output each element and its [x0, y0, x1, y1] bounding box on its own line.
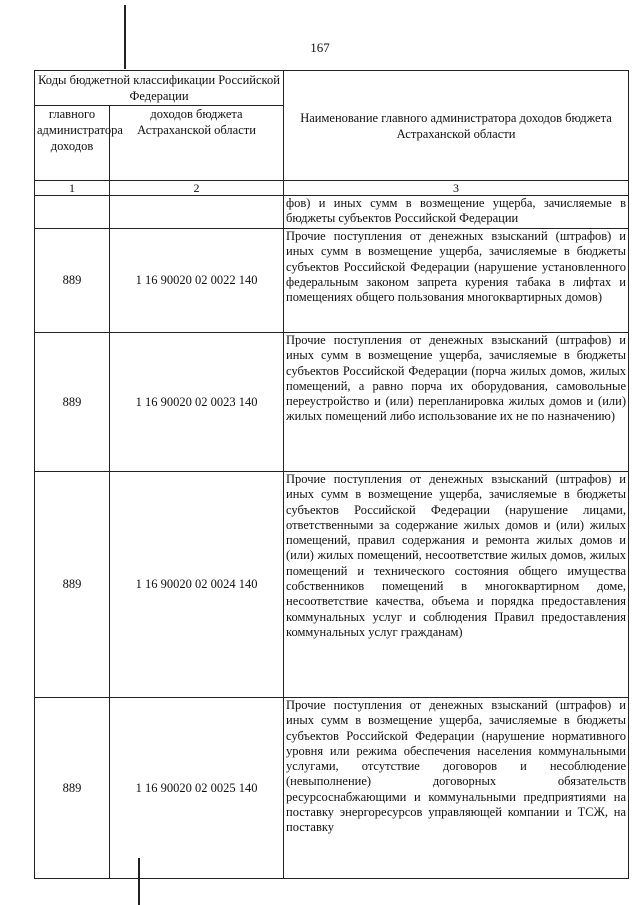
table-row — [35, 698, 629, 879]
continuation-code-cell — [110, 196, 284, 229]
revenue-code-cell: 1 16 90020 02 0023 140 — [110, 333, 284, 472]
continuation-admin-cell — [35, 196, 110, 229]
column-number-2: 2 — [110, 181, 284, 196]
continuation-row — [35, 196, 629, 229]
codes-group-header: Коды бюджетной классификации Российской Федерации — [35, 71, 284, 106]
revenue-name-cell: Прочие поступления от денежных взысканий (штрафов) и иных сумм в возмещение ущерба, зачисляемые в бюджеты субъектов Российской Федерации (порча жилых домов, жилых помещений, а равно порча их оборудования, самовольные переустройство и (или) перепланировка жилых домов и (или) жилых помещений либо использование их не по назначению) — [284, 333, 629, 472]
admin-code-cell: 889 — [35, 472, 110, 698]
table-row — [35, 229, 629, 333]
admin-code-cell: 889 — [35, 698, 110, 879]
name-column-header: Наименование главного администратора доходов бюджета Астраханской области — [284, 71, 629, 181]
table-row — [35, 472, 629, 698]
column-number-3: 3 — [284, 181, 629, 196]
admin-code-cell: 889 — [35, 333, 110, 472]
revenue-name-cell: Прочие поступления от денежных взысканий (штрафов) и иных сумм в возмещение ущерба, зачисляемые в бюджеты субъектов Российской Федерации (нарушение лицами, ответственными за содержание жилых домов и (или) жилых помещений, правил содержания и ремонта жилых домов и (или) жилых помещений, несоответствие жилых домов, жилых помещений и технического состояния общего имущества собственников помещений в многоквартирном доме, несоответствие качества, объема и порядка предоставления коммунальных услуг и соблюдения Правил предоставления коммунальных услуг гражданам) — [284, 472, 629, 698]
table-row — [35, 333, 629, 472]
revenue-codes-table — [34, 70, 629, 879]
revenue-column-header: доходов бюджета Астраханской области — [110, 106, 284, 181]
revenue-code-cell: 1 16 90020 02 0022 140 — [110, 229, 284, 333]
revenue-code-cell: 1 16 90020 02 0025 140 — [110, 698, 284, 879]
binding-line-top — [124, 5, 126, 69]
revenue-name-cell: Прочие поступления от денежных взысканий (штрафов) и иных сумм в возмещение ущерба, зачисляемые в бюджеты субъектов Российской Федерации (нарушение нормативного уровня или режима обеспечения населения коммунальными услугами, отсутствие договоров и несоблюдение (невыполнение) договорных обязательств ресурсоснабжающими и коммунальными предприятиями на поставку энергоресурсов управляющей компании и ТСЖ, на поставку — [284, 698, 629, 879]
revenue-code-cell: 1 16 90020 02 0024 140 — [110, 472, 284, 698]
admin-code-cell: 889 — [35, 229, 110, 333]
page-number: 167 — [310, 40, 330, 55]
column-number-1: 1 — [35, 181, 110, 196]
continuation-name-cell: фов) и иных сумм в возмещение ущерба, зачисляемые в бюджеты субъектов Российской Федерации — [284, 196, 629, 229]
revenue-name-cell: Прочие поступления от денежных взысканий (штрафов) и иных сумм в возмещение ущерба, зачисляемые в бюджеты субъектов Российской Федерации (нарушение установленного федеральным законом запрета курения табака в лифтах и помещениях общего пользования многоквартирных домов) — [284, 229, 629, 333]
admin-column-header: главного администратора доходов — [35, 106, 110, 181]
